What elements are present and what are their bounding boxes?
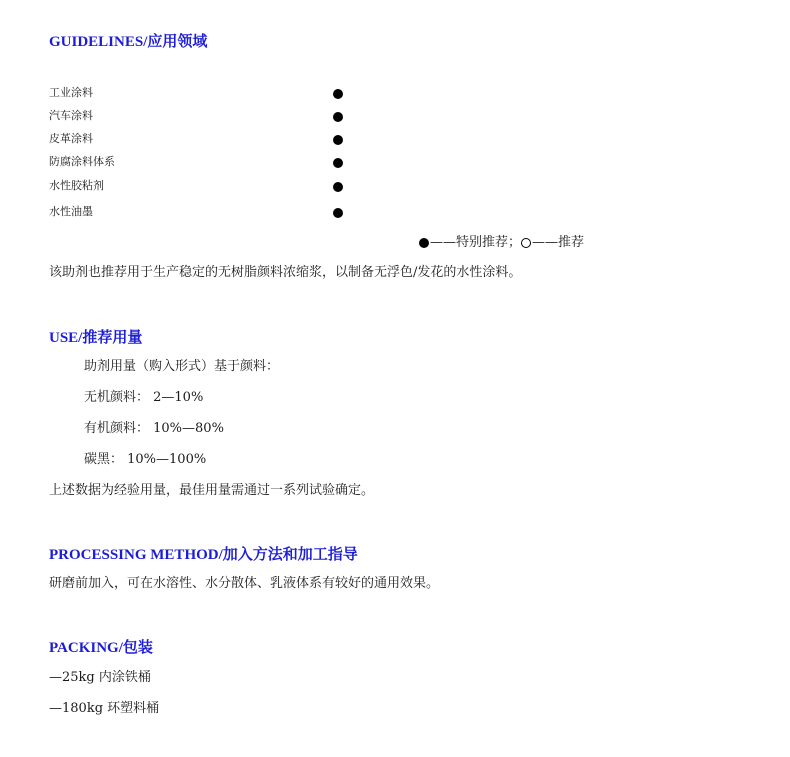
filled-dot-icon [419, 238, 429, 248]
special-recommend-dot-icon [333, 158, 343, 168]
application-row [49, 178, 349, 198]
application-label: 水性油墨 [49, 205, 93, 218]
processing-text: 研磨前加入，可在水溶性、水分散体、乳液体系有较好的通用效果。 [49, 576, 440, 591]
application-row [49, 108, 349, 128]
packing-item: —180kg 环塑料桶 [49, 701, 160, 716]
dosage-item: 有机颜料： 10%—80% [84, 421, 224, 436]
special-recommend-dot-icon [333, 182, 343, 192]
special-recommend-dot-icon [333, 112, 343, 122]
application-row [49, 204, 349, 224]
guidelines-heading: GUIDELINES/应用领域 [49, 34, 208, 50]
use-intro: 助剂用量（购入形式）基于颜料： [84, 359, 280, 374]
guidelines-note: 该助剂也推荐用于生产稳定的无树脂颜料浓缩浆，以制备无浮色/发花的水性涂料。 [49, 265, 522, 280]
legend-recommended-text: ——推荐 [532, 235, 585, 250]
application-row [49, 131, 349, 151]
special-recommend-dot-icon [333, 135, 343, 145]
special-recommend-dot-icon [333, 89, 343, 99]
processing-heading: PROCESSING METHOD/加入方法和加工指导 [49, 547, 358, 563]
open-circle-icon [521, 238, 531, 248]
dosage-item: 碳黑： 10%—100% [84, 452, 207, 467]
application-label: 工业涂料 [49, 86, 93, 99]
special-recommend-dot-icon [333, 208, 343, 218]
packing-item: —25kg 内涂铁桶 [49, 670, 151, 685]
use-heading: USE/推荐用量 [49, 330, 143, 346]
dosage-item: 无机颜料： 2—10% [84, 390, 204, 405]
use-note: 上述数据为经验用量，最佳用量需通过一系列试验确定。 [49, 483, 375, 498]
application-label: 水性胶粘剂 [49, 179, 104, 192]
application-label: 皮革涂料 [49, 132, 93, 145]
application-label: 防腐涂料体系 [49, 155, 115, 168]
packing-heading: PACKING/包装 [49, 640, 153, 656]
application-label: 汽车涂料 [49, 109, 93, 122]
legend-special-text: ——特别推荐； [430, 235, 522, 250]
recommendation-legend [419, 234, 584, 252]
application-row [49, 154, 349, 174]
application-row [49, 85, 349, 105]
